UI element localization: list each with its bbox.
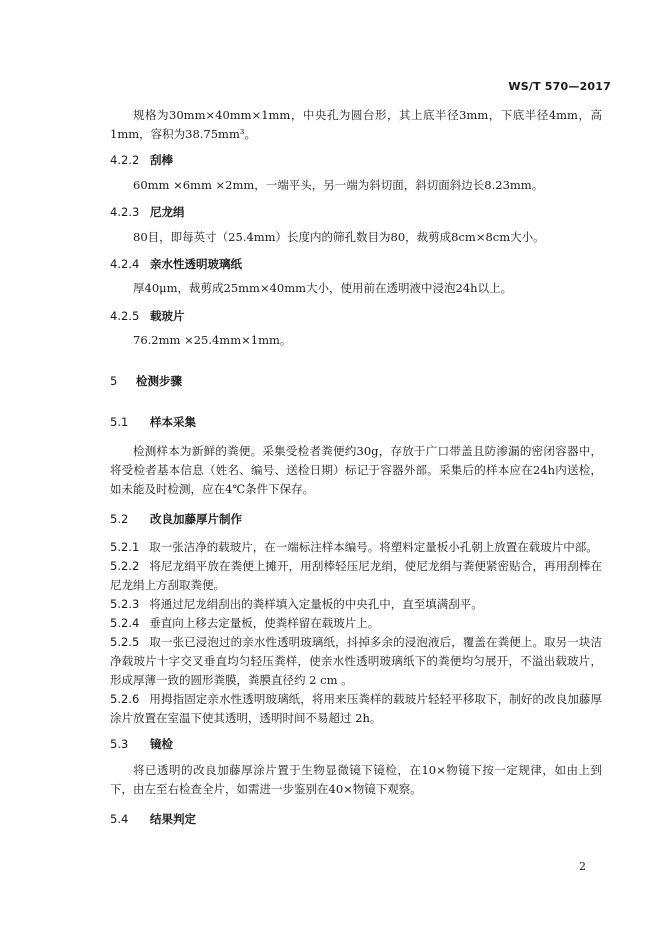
paragraph-4-2-3: 80目，即每英寸（25.4mm）长度内的筛孔数目为80，裁剪成8cm×8cm大小。 xyxy=(133,230,545,244)
heading-5-2 xyxy=(110,511,242,527)
paragraph-4-2-4: 厚40μm，裁剪成25mm×40mm大小，使用前在透明液中浸泡24h以上。 xyxy=(133,281,513,295)
heading-number: 5.4 xyxy=(110,812,129,826)
heading-5-1 xyxy=(110,414,196,430)
heading-number: 5.1 xyxy=(110,415,129,429)
step-text: 将尼龙绢平放在粪便上摊开，用刮棒轻压尼龙绢，使尼龙绢与粪便紧密贴合，再用刮棒在尼龙绢上方刮取粪便。 xyxy=(110,559,602,592)
heading-4-2-5 xyxy=(110,308,185,324)
heading-title: 刮棒 xyxy=(150,153,173,167)
heading-title: 亲水性透明玻璃纸 xyxy=(150,257,242,271)
heading-4-2-3 xyxy=(110,204,185,220)
step-number: 5.2.3 xyxy=(110,597,140,611)
heading-number: 5.2 xyxy=(110,512,129,526)
step-text: 取一张洁净的载玻片，在一端标注样本编号。将塑料定量板小孔朝上放置在载玻片中部。 xyxy=(149,540,598,554)
step-5-2-1 xyxy=(110,538,602,557)
step-number: 5.2.1 xyxy=(110,540,140,554)
heading-number: 4.2.4 xyxy=(110,257,140,271)
page-number: 2 xyxy=(579,860,586,873)
step-number: 5.2.2 xyxy=(110,559,140,573)
heading-number: 4.2.5 xyxy=(110,309,140,323)
heading-5-4 xyxy=(110,811,196,827)
heading-number: 5 xyxy=(110,374,118,388)
step-text: 垂直向上移去定量板，使粪样留在载玻片上。 xyxy=(149,616,380,630)
step-number: 5.2.6 xyxy=(110,692,140,706)
heading-number: 4.2.3 xyxy=(110,205,140,219)
paragraph-4-2-2: 60mm ×6mm ×2mm，一端平头，另一端为斜切面，斜切面斜边长8.23mm。 xyxy=(133,178,544,192)
heading-title: 镜检 xyxy=(150,737,173,751)
paragraph-5-1: 检测样本为新鲜的粪便。采集受检者粪便约30g，存放于广口带盖且防渗漏的密闭容器中，将受检者基本信息（姓名、编号、送检日期）标记于容器外部。采集后的样本应在24h内送检，如未能及时检测，应在4℃条件下保存。 xyxy=(110,444,602,496)
heading-5 xyxy=(110,373,182,389)
heading-title: 改良加藤厚片制作 xyxy=(150,512,242,526)
step-5-2-2 xyxy=(110,557,602,595)
step-5-2-5 xyxy=(110,633,602,690)
spec-continuation: 规格为30mm×40mm×1mm，中央孔为圆台形，其上底半径3mm，下底半径4mm，高1mm，容积为38.75mm³。 xyxy=(110,108,602,141)
heading-number: 5.3 xyxy=(110,737,129,751)
paragraph-5-3: 将已透明的改良加藤厚涂片置于生物显微镜下镜检，在10×物镜下按一定规律，如由上到下，由左至右检查全片，如需进一步鉴别在40×物镜下观察。 xyxy=(110,763,602,796)
heading-4-2-2 xyxy=(110,152,173,168)
heading-number: 4.2.2 xyxy=(110,153,140,167)
step-number: 5.2.4 xyxy=(110,616,140,630)
heading-title: 检测步骤 xyxy=(136,374,182,388)
step-text: 用拇指固定亲水性透明玻璃纸，将用来压粪样的载玻片轻轻平移取下，制好的改良加藤厚涂片放置在室温下使其透明，透明时间不易超过 2h。 xyxy=(110,692,602,725)
heading-5-3 xyxy=(110,736,173,752)
heading-4-2-4 xyxy=(110,256,242,272)
heading-title: 样本采集 xyxy=(150,415,196,429)
heading-title: 载玻片 xyxy=(150,309,185,323)
step-5-2-4 xyxy=(110,614,602,633)
heading-title: 结果判定 xyxy=(150,812,196,826)
step-5-2-3 xyxy=(110,595,602,614)
step-number: 5.2.5 xyxy=(110,635,140,649)
step-text: 取一张已浸泡过的亲水性透明玻璃纸，抖掉多余的浸泡液后，覆盖在粪便上。取另一块洁净载玻片十字交叉垂直均匀轻压粪样，使亲水性透明玻璃纸下的粪便均匀展开，不溢出载玻片，形成厚薄一致的圆形粪膜，粪膜直径约 2 cm 。 xyxy=(110,635,602,687)
step-text: 将通过尼龙绢刮出的粪样填入定量板的中央孔中，直至填满刮平。 xyxy=(149,597,483,611)
standard-code: WS/T 570—2017 xyxy=(508,80,611,93)
paragraph-4-2-5: 76.2mm ×25.4mm×1mm。 xyxy=(133,333,292,347)
step-5-2-6 xyxy=(110,690,602,728)
heading-title: 尼龙绢 xyxy=(150,205,185,219)
